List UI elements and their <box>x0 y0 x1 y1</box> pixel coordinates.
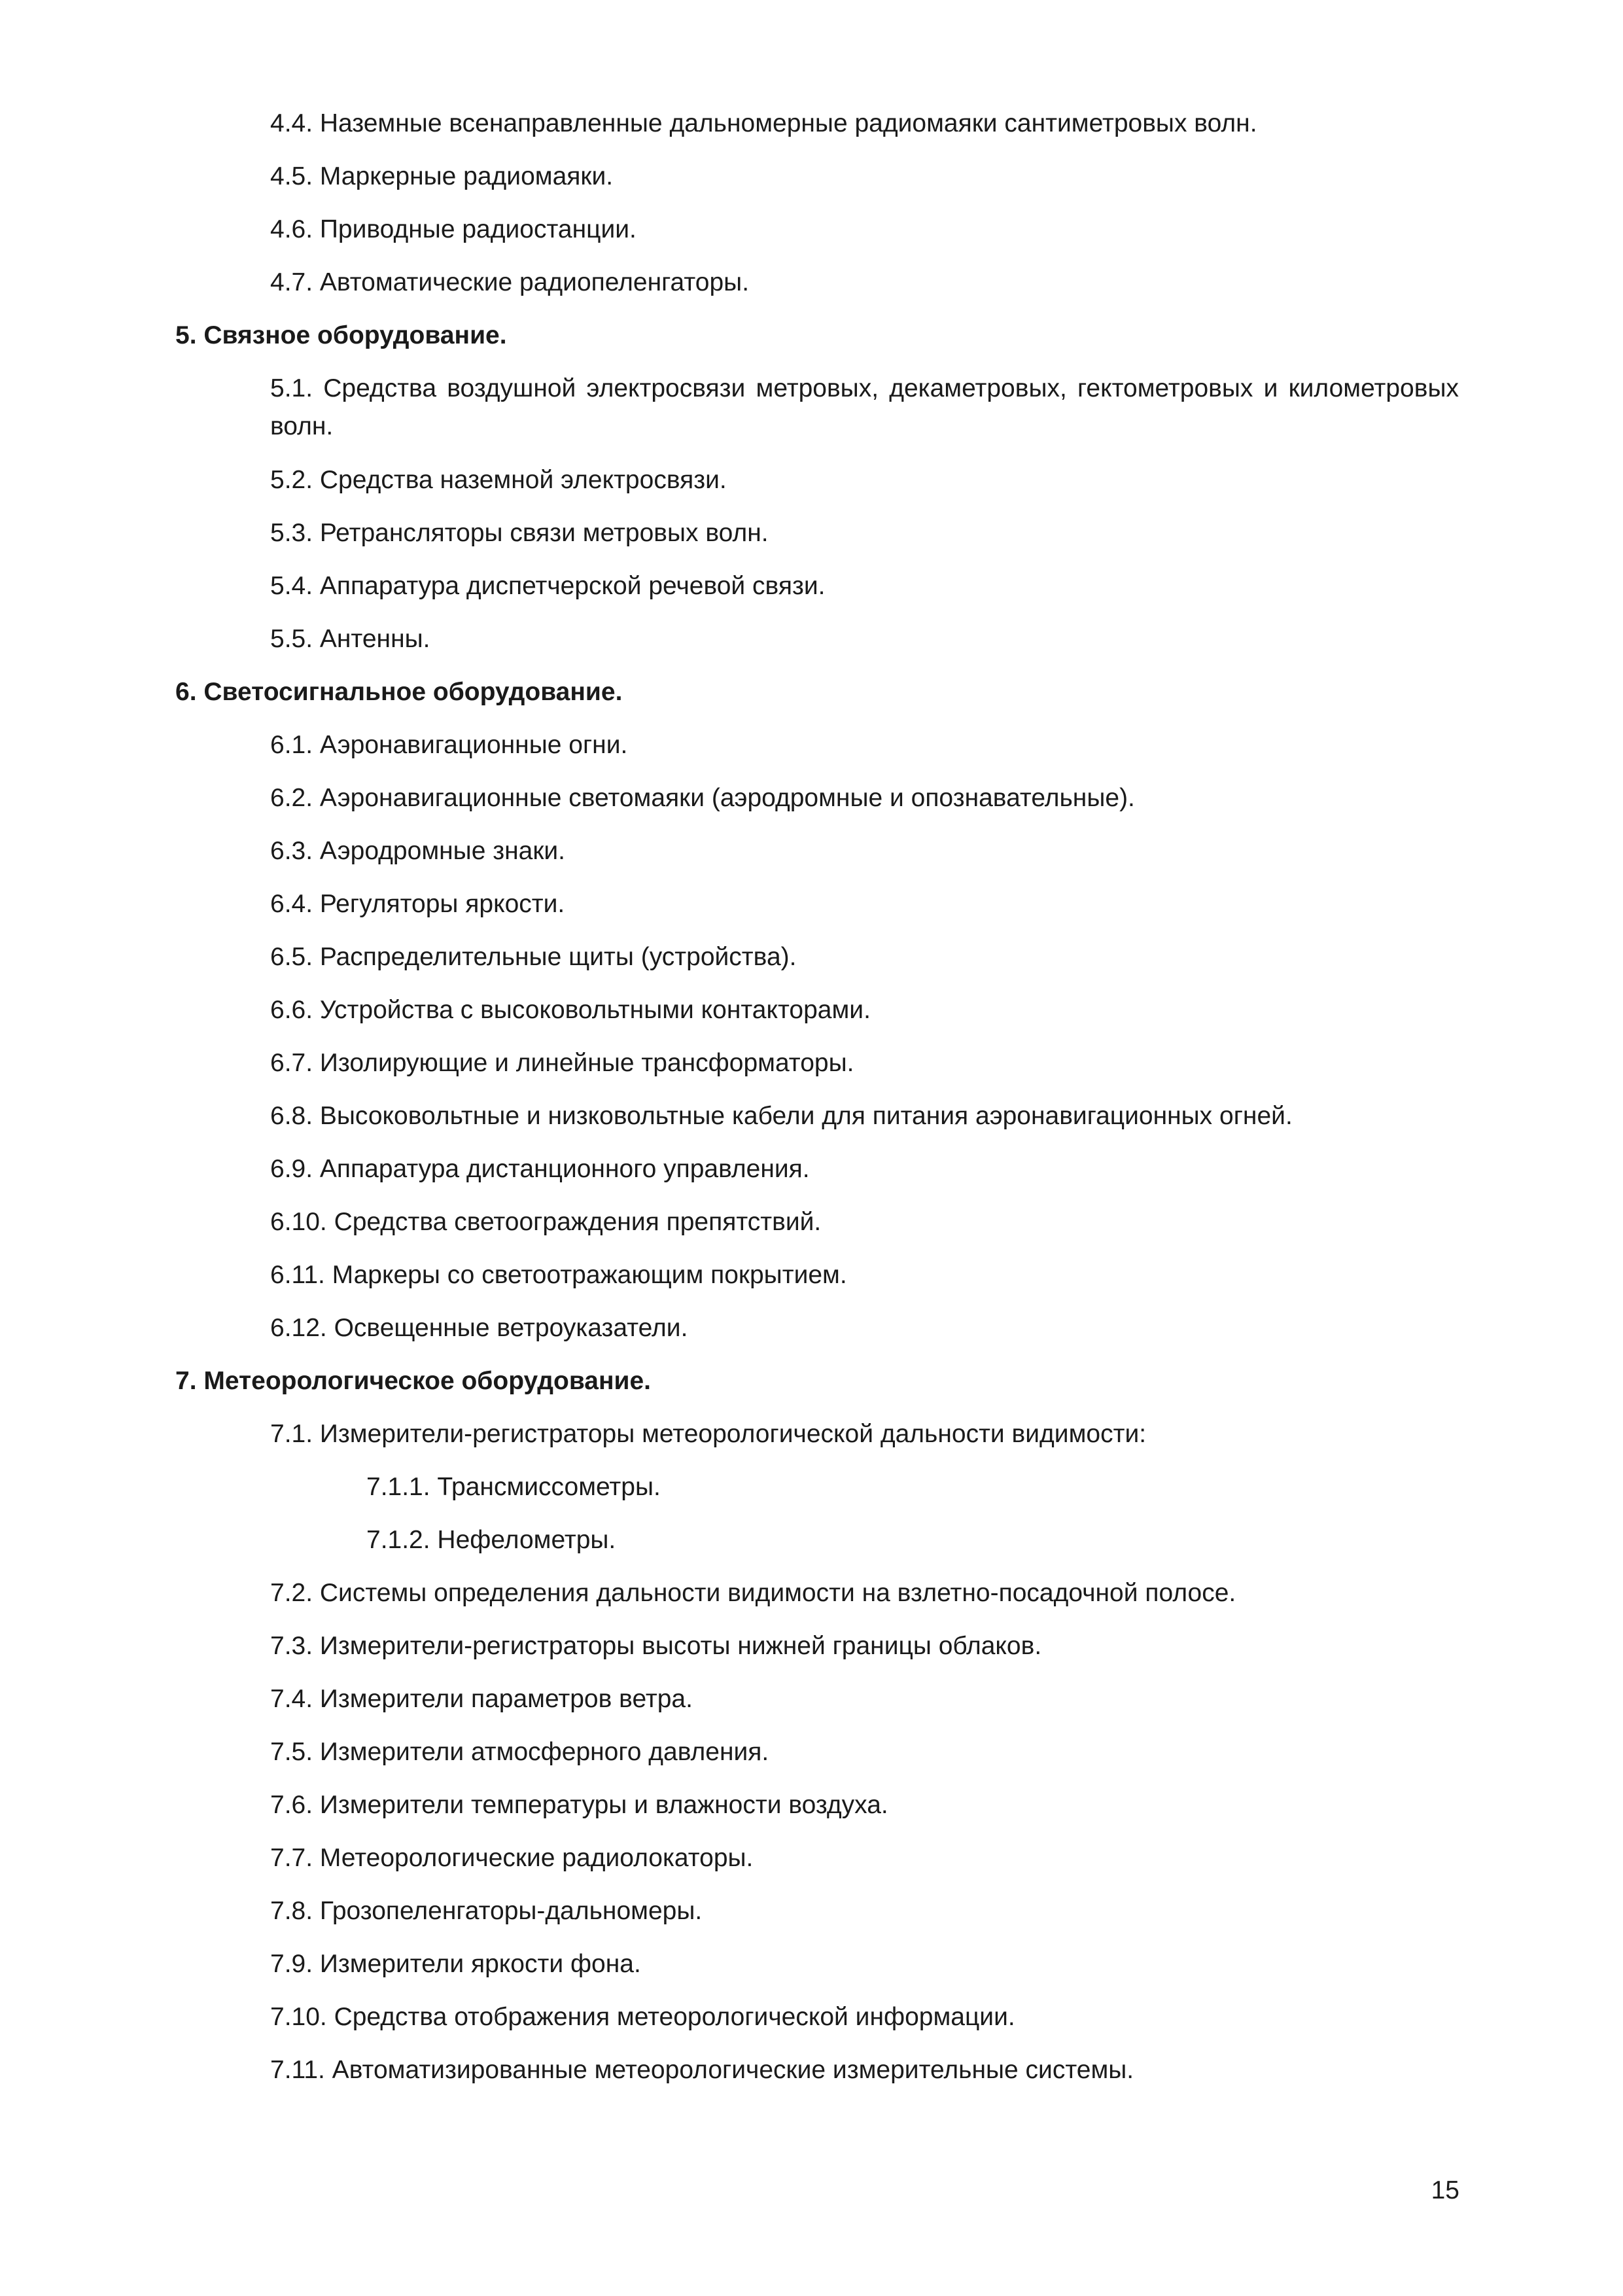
list-item-5-5: 5.5. Антенны. <box>270 625 430 653</box>
list-item-6-2: 6.2. Аэронавигационные светомаяки (аэродромные и опознавательные). <box>270 784 1135 812</box>
list-item-4-7: 4.7. Автоматические радиопеленгаторы. <box>270 268 750 296</box>
page-number: 15 <box>1431 2176 1459 2204</box>
list-item-7-10: 7.10. Средства отображения метеорологической информации. <box>270 2003 1015 2031</box>
list-item-6-9: 6.9. Аппаратура дистанционного управления. <box>270 1155 810 1183</box>
section-heading-6: 6. Светосигнальное оборудование. <box>175 678 623 706</box>
list-item-7-4: 7.4. Измерители параметров ветра. <box>270 1685 693 1713</box>
list-item-6-10: 6.10. Средства светоограждения препятствий. <box>270 1208 822 1236</box>
list-item-4-5: 4.5. Маркерные радиомаяки. <box>270 162 614 190</box>
list-item-7-9: 7.9. Измерители яркости фона. <box>270 1950 641 1978</box>
list-item-6-6: 6.6. Устройства с высоковольтными контакторами. <box>270 996 871 1024</box>
list-item-5-3: 5.3. Ретрансляторы связи метровых волн. <box>270 519 769 547</box>
list-item-6-1: 6.1. Аэронавигационные огни. <box>270 731 628 759</box>
list-item-5-1: 5.1. Средства воздушной электросвязи метровых, декаметровых, гектометровых и километровых волн. <box>270 374 1459 440</box>
list-item-6-5: 6.5. Распределительные щиты (устройства). <box>270 943 797 971</box>
list-item-7-6: 7.6. Измерители температуры и влажности воздуха. <box>270 1791 888 1819</box>
list-item-6-7: 6.7. Изолирующие и линейные трансформаторы. <box>270 1049 854 1077</box>
list-item-7-2: 7.2. Системы определения дальности видимости на взлетно-посадочной полосе. <box>270 1579 1236 1607</box>
list-item-6-4: 6.4. Регуляторы яркости. <box>270 890 565 918</box>
list-item-6-3: 6.3. Аэродромные знаки. <box>270 837 566 865</box>
section-heading-5: 5. Связное оборудование. <box>175 321 507 349</box>
list-item-7-11: 7.11. Автоматизированные метеорологические измерительные системы. <box>270 2056 1134 2084</box>
list-item-7-7: 7.7. Метеорологические радиолокаторы. <box>270 1844 754 1872</box>
list-item-7-3: 7.3. Измерители-регистраторы высоты нижней границы облаков. <box>270 1632 1042 1660</box>
list-item-6-8: 6.8. Высоковольтные и низковольтные кабели для питания аэронавигационных огней. <box>270 1102 1293 1130</box>
list-item-7-1-2: 7.1.2. Нефелометры. <box>366 1526 616 1554</box>
section-heading-7: 7. Метеорологическое оборудование. <box>175 1367 652 1395</box>
list-item-4-4: 4.4. Наземные всенаправленные дальномерные радиомаяки сантиметровых волн. <box>270 109 1257 137</box>
list-item-7-1: 7.1. Измерители-регистраторы метеорологической дальности видимости: <box>270 1420 1147 1448</box>
list-item-4-6: 4.6. Приводные радиостанции. <box>270 215 637 243</box>
list-item-5-2: 5.2. Средства наземной электросвязи. <box>270 466 727 494</box>
list-item-7-5: 7.5. Измерители атмосферного давления. <box>270 1738 769 1766</box>
list-item-6-12: 6.12. Освещенные ветроуказатели. <box>270 1314 688 1342</box>
list-item-7-8: 7.8. Грозопеленгаторы-дальномеры. <box>270 1897 703 1925</box>
list-item-5-4: 5.4. Аппаратура диспетчерской речевой связи. <box>270 572 826 600</box>
list-item-6-11: 6.11. Маркеры со светоотражающим покрытием. <box>270 1261 847 1289</box>
list-item-7-1-1: 7.1.1. Трансмиссометры. <box>366 1473 661 1501</box>
